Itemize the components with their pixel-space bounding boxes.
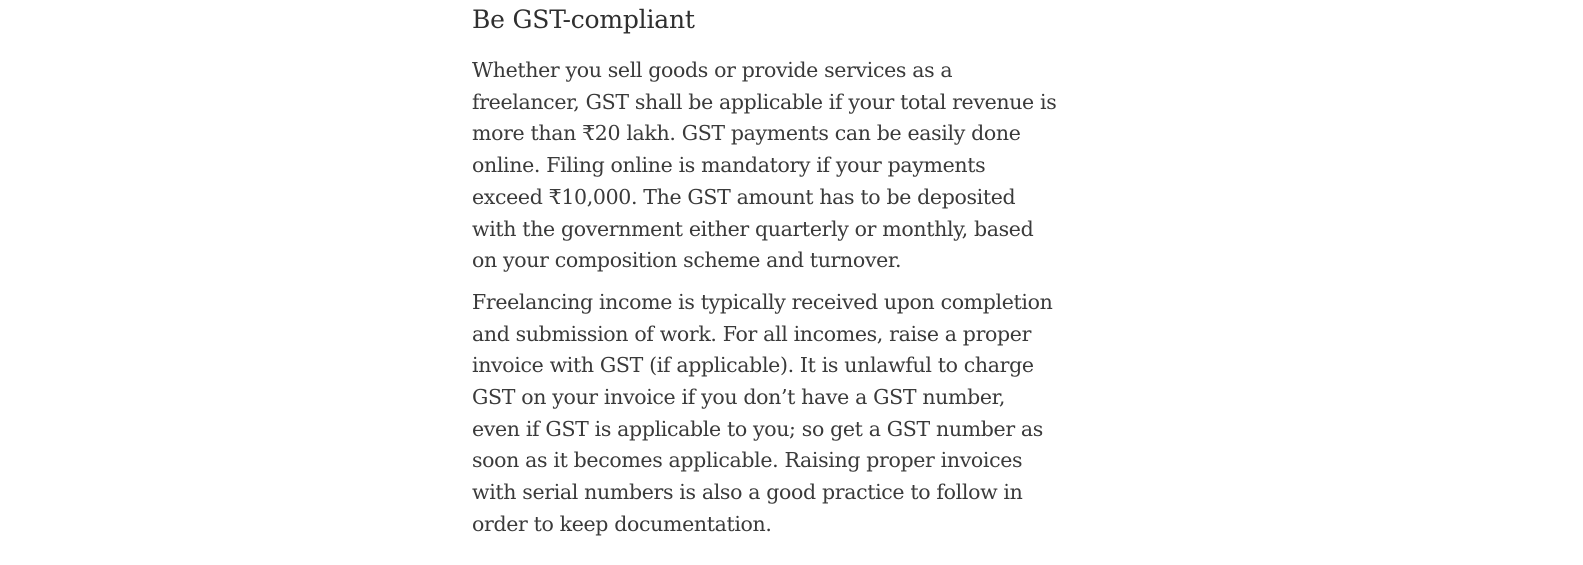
section-heading: Be GST-compliant <box>472 5 695 34</box>
paragraph-gst-applicability <box>472 55 1057 277</box>
paragraph-line: online. Filing online is mandatory if your payments <box>472 153 986 178</box>
paragraph-line: on your composition scheme and turnover. <box>472 248 902 273</box>
paragraph-line: GST on your invoice if you don’t have a GST number, <box>472 385 1006 410</box>
paragraph-line: Freelancing income is typically received upon completion <box>472 289 1053 314</box>
paragraph-line: with the government either quarterly or monthly, based <box>472 216 1034 241</box>
paragraph-line: freelancer, GST shall be applicable if your total revenue is <box>472 89 1057 114</box>
paragraph-line: more than ₹20 lakh. GST payments can be easily done <box>472 121 1021 146</box>
paragraph-line: with serial numbers is also a good practice to follow in <box>472 480 1023 505</box>
paragraph-line: exceed ₹10,000. The GST amount has to be deposited <box>472 184 1016 209</box>
paragraph-line: soon as it becomes applicable. Raising proper invoices <box>472 448 1023 473</box>
article-body <box>472 0 1057 541</box>
paragraph-invoicing <box>472 287 1053 541</box>
paragraph-line: Whether you sell goods or provide services as a <box>472 58 953 82</box>
paragraph-line: order to keep documentation. <box>472 511 772 536</box>
paragraph-line: even if GST is applicable to you; so get a GST number as <box>472 416 1043 441</box>
paragraph-line: and submission of work. For all incomes, raise a proper <box>472 321 1032 346</box>
paragraph-line: invoice with GST (if applicable). It is unlawful to charge <box>472 353 1034 378</box>
